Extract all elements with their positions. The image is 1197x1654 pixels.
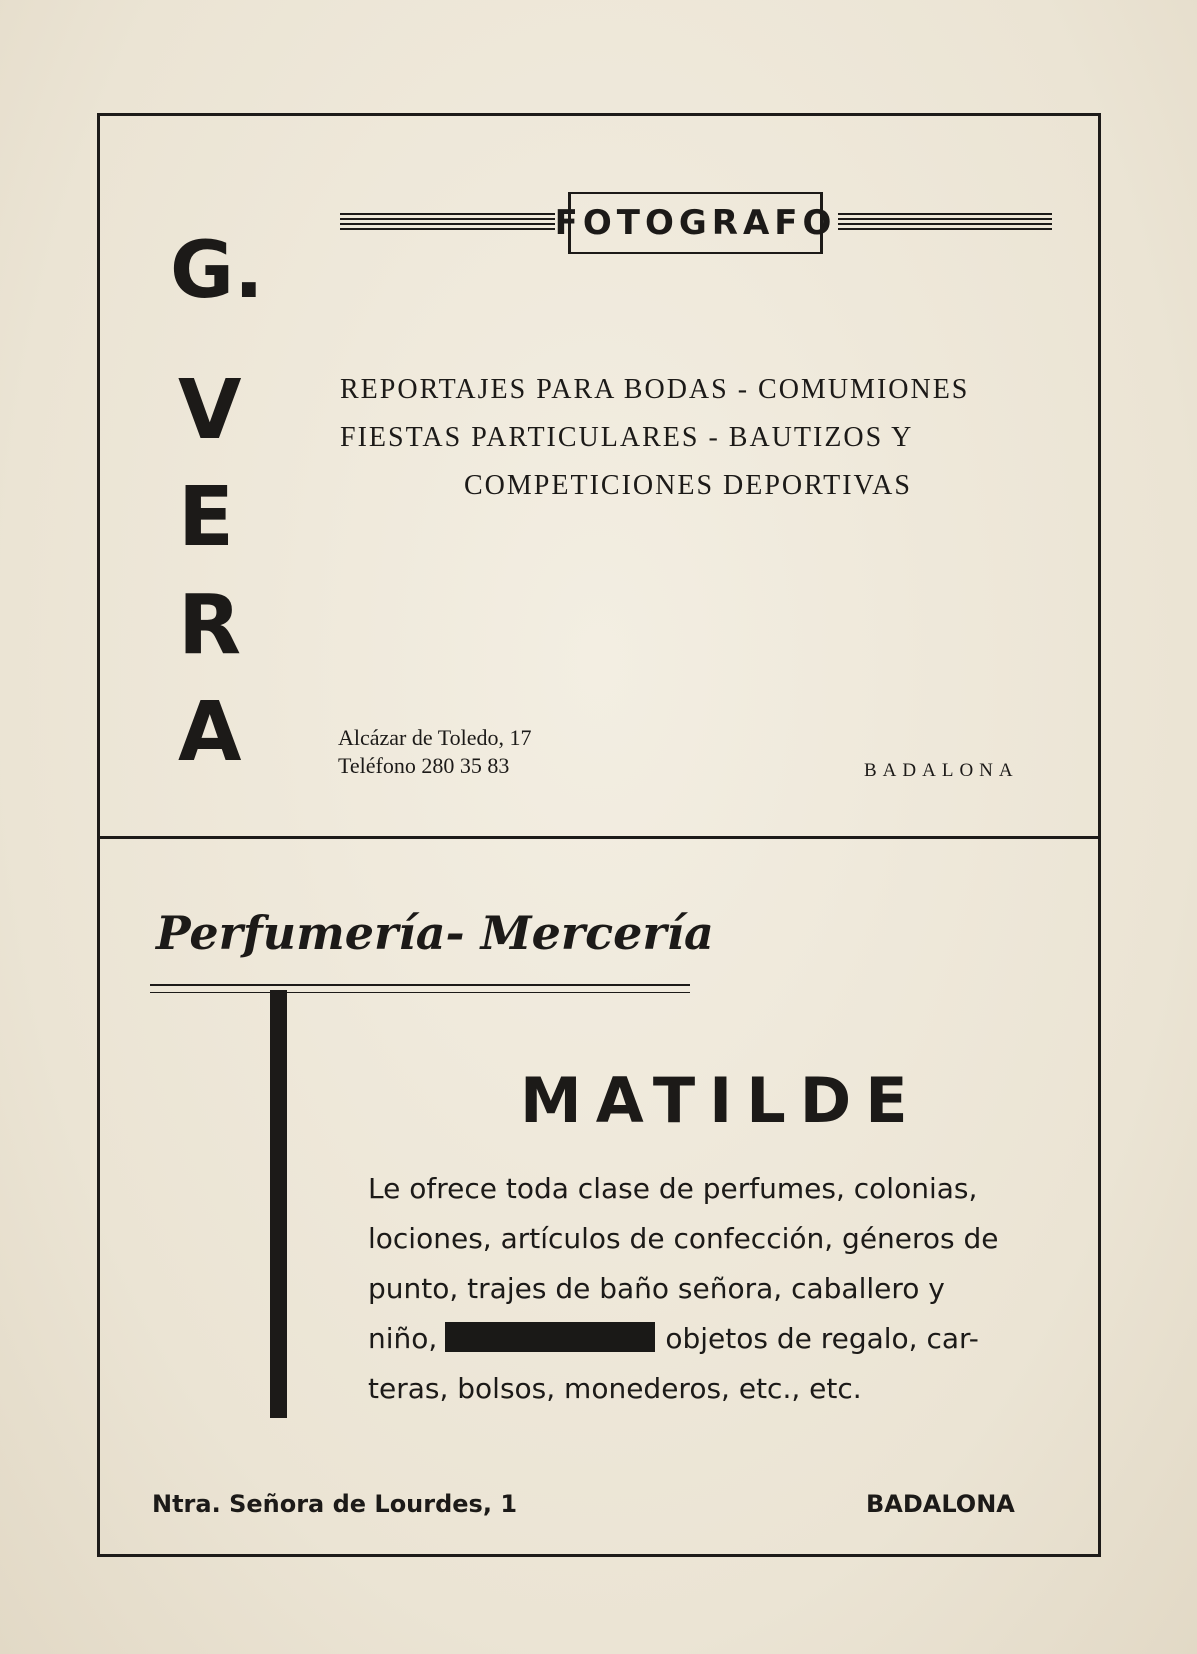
- vertical-bar: [270, 990, 287, 1418]
- services-line-3: COMPETICIONES DEPORTIVAS: [464, 470, 912, 501]
- shop-name: MATILDE: [520, 1064, 922, 1137]
- name-letter-e: E: [178, 470, 235, 565]
- shop-address: Ntra. Señora de Lourdes, 1: [152, 1490, 518, 1518]
- description-line-1: Le ofrece toda clase de perfumes, colonias,: [368, 1172, 978, 1205]
- shop-city: BADALONA: [866, 1490, 1015, 1518]
- description-line-4-end: objetos de regalo, car-: [665, 1322, 979, 1355]
- title-underline: [150, 984, 690, 993]
- name-letter-r: R: [178, 578, 242, 673]
- description-line-5: teras, bolsos, monederos, etc., etc.: [368, 1372, 862, 1405]
- name-letter-a: A: [178, 685, 242, 780]
- description-line-4-start: niño,: [368, 1322, 438, 1355]
- description-line-4: [368, 1322, 979, 1355]
- section-divider: [97, 836, 1101, 839]
- services-line-1: REPORTAJES PARA BODAS - COMUMIONES: [340, 374, 970, 405]
- photographer-initial: G.: [170, 226, 264, 316]
- services-line-2: FIESTAS PARTICULARES - BAUTIZOS Y: [340, 422, 914, 453]
- name-letter-v: V: [178, 363, 242, 458]
- decorative-lines-left: [340, 213, 555, 235]
- shop-type-title: Perfumería- Mercería: [156, 906, 714, 960]
- photographer-phone: Teléfono 280 35 83: [338, 753, 510, 778]
- decorative-lines-right: [838, 213, 1052, 235]
- redaction-bar: [445, 1322, 655, 1352]
- profession-box: [554, 192, 837, 254]
- profession-label: FOTOGRAFO: [554, 203, 837, 243]
- description-line-2: lociones, artículos de confección, géneros de: [368, 1222, 999, 1255]
- description-line-3: punto, trajes de baño señora, caballero y: [368, 1272, 945, 1305]
- photographer-city: BADALONA: [864, 760, 1019, 781]
- photographer-address: Alcázar de Toledo, 17: [338, 725, 532, 750]
